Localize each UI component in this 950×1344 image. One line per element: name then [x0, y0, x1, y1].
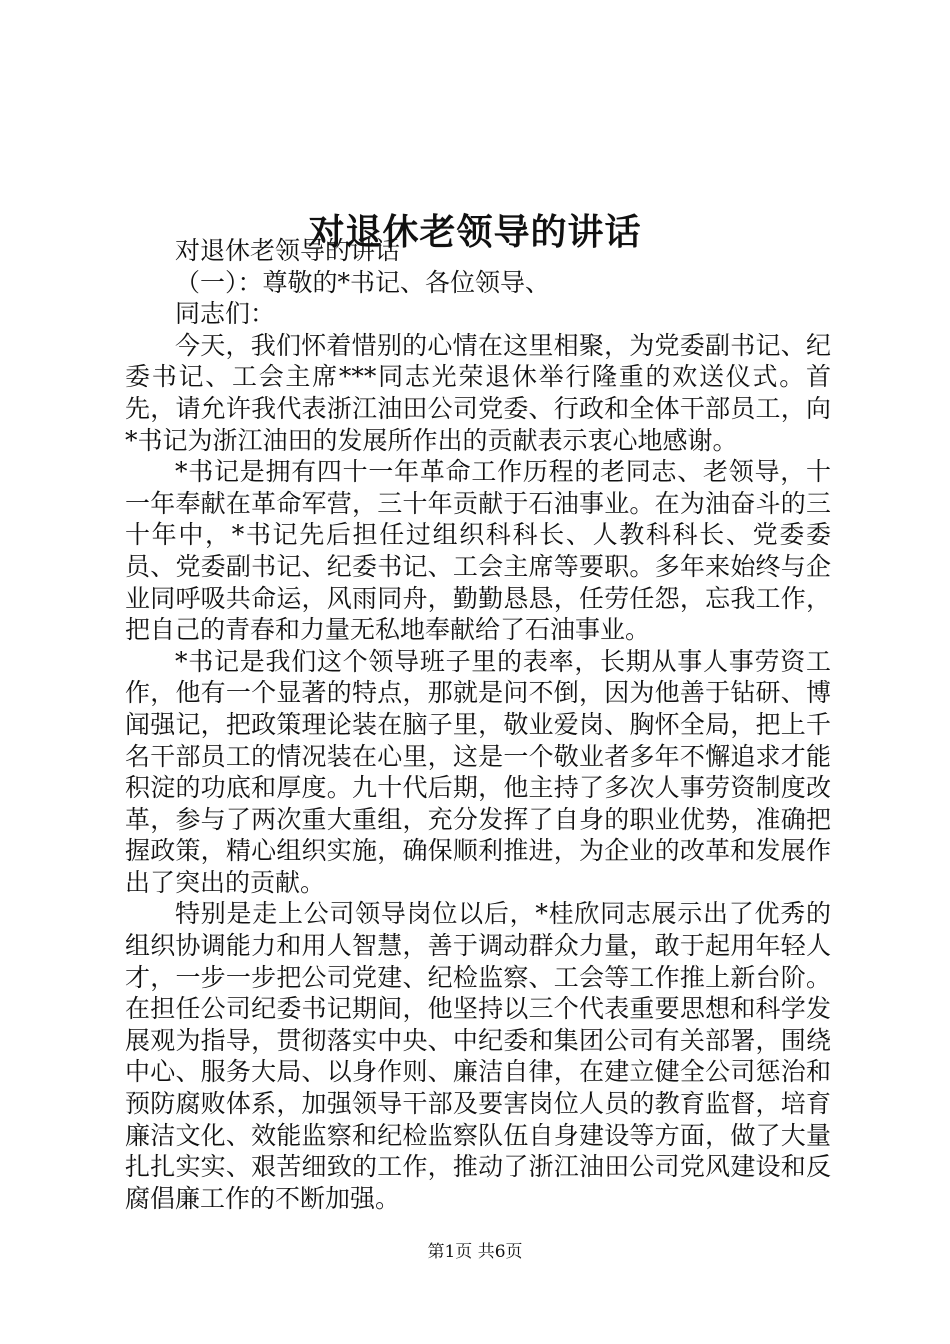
body-paragraph: *书记是我们这个领导班子里的表率，长期从事人事劳资工作，他有一个显著的特点，那就是问不倒，因为他善于钻研、博闻强记，把政策理论装在脑子里，敬业爱岗、胸怀全局，把上千名干部员工的情况装在心里，这是一个敬业者多年不懈追求才能积淀的功底和厚度。九十代后期，他主持了多次人事劳资制度改革，参与了两次重大重组，充分发挥了自身的职业优势，准确把握政策，精心组织实施，确保顺利推进，为企业的改革和发展作出了突出的贡献。 — [125, 646, 831, 897]
greeting-paragraph: 同志们： — [175, 299, 276, 329]
document-body — [125, 235, 831, 1214]
page-number-footer: 第1页 共6页 — [427, 1242, 523, 1262]
body-paragraph: 特别是走上公司领导岗位以后，*桂欣同志展示出了优秀的组织协调能力和用人智慧，善于调动群众力量，敢于起用年轻人才，一步一步把公司党建、纪检监察、工会等工作推上新台阶。在担任公司纪委书记期间，他坚持以三个代表重要思想和科学发展观为指导，贯彻落实中央、中纪委和集团公司有关部署，围绕中心、服务大局、以身作则、廉洁自律，在建立健全公司惩治和预防腐败体系，加强领导干部及要害岗位人员的教育监督，培育廉洁文化、效能监察和纪检监察队伍自身建设等方面，做了大量扎扎实实、艰苦细致的工作，推动了浙江油田公司党风建设和反腐倡廉工作的不断加强。 — [125, 899, 831, 1213]
body-paragraph: *书记是拥有四十一年革命工作历程的老同志、老领导，十一年奉献在革命军营，三十年贡献于石油事业。在为油奋斗的三十年中，*书记先后担任过组织科科长、人教科科长、党委委员、党委副书记、纪委书记、工会主席等要职。多年来始终与企业同呼吸共命运，风雨同舟，勤勤恳恳，任劳任怨，忘我工作，把自己的青春和力量无私地奉献给了石油事业。 — [125, 457, 831, 645]
body-paragraph: 今天，我们怀着惜别的心情在这里相聚，为党委副书记、纪委书记、工会主席***同志光荣退休举行隆重的欢送仪式。首先，请允许我代表浙江油田公司党委、行政和全体干部员工，向*书记为浙江油田的发展所作出的贡献表示衷心地感谢。 — [125, 330, 831, 455]
document-title: 对退休老领导的讲话 — [308, 211, 642, 254]
subtitle-paragraph: 对退休老领导的讲话 — [175, 236, 401, 265]
salutation-paragraph: （一）：尊敬的*书记、各位领导、 — [175, 267, 551, 297]
